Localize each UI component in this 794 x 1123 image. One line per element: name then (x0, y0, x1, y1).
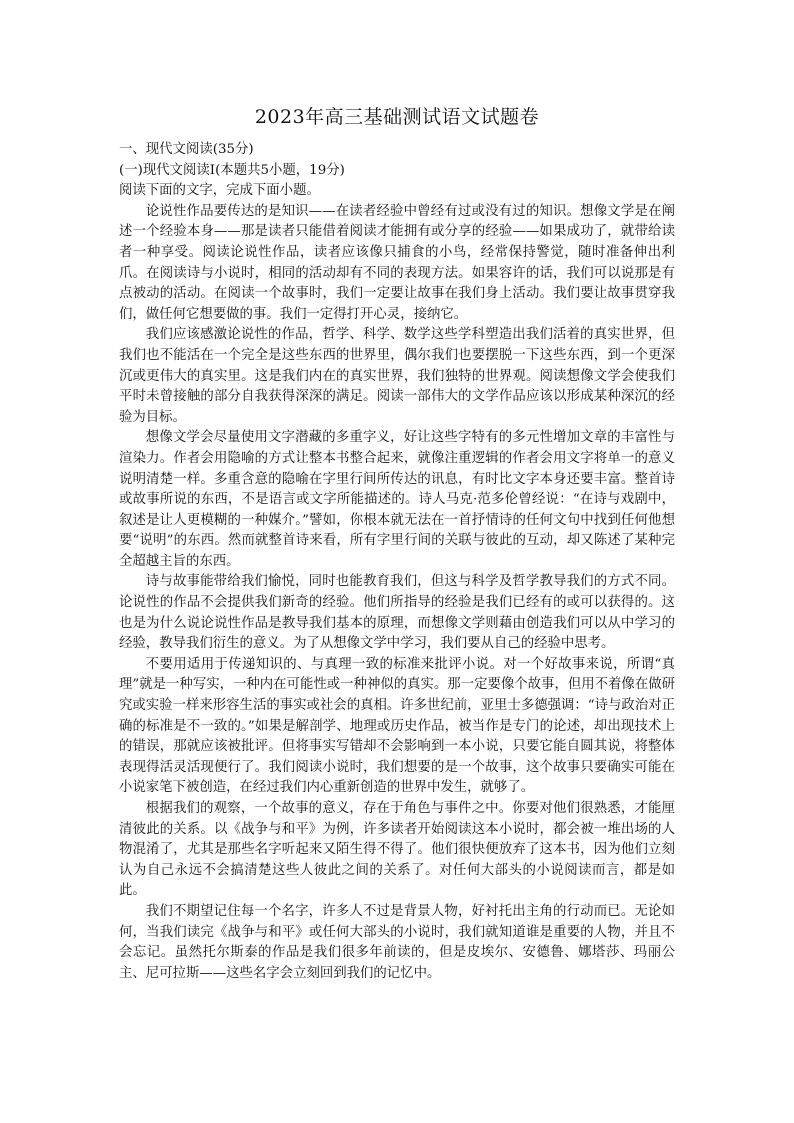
paragraph: 论说性作品要传达的是知识——在读者经验中曾经有过或没有过的知识。想像文学是在阐述一个经验本身——那是读者只能借着阅读才能拥有或分享的经验——如果成功了，就带给读者一种享受。阅读论说性作品，读者应该像只捕食的小鸟，经常保持警觉，随时准备伸出利爪。在阅读诗与小说时，相同的活动却有不同的表现方法。如果容许的话，我们可以说那是有点被动的活动。在阅读一个故事时，我们一定要让故事在我们身上活动。我们要让故事贯穿我们，做任何它想要做的事。我们一定得打开心灵，接纳它。 (119, 203, 675, 322)
page-title: 2023年高三基础测试语文试题卷 (254, 106, 540, 128)
paragraph: 诗与故事能带给我们愉悦，同时也能教育我们，但这与科学及哲学教导我们的方式不同。论说性的作品不会提供我们新奇的经验。他们所指导的经验是我们已经有的或可以获得的。这也是为什么说论说性作品是教导我们基本的原理，而想像文学则藉由创造我们可以从中学习的经验，教导我们衍生的意义。为了从想像文学中学习，我们要从自己的经验中思考。 (119, 574, 675, 652)
paragraph: 根据我们的观察，一个故事的意义，存在于角色与事件之中。你要对他们很熟悉，才能厘清彼此的关系。以《战争与和平》为例，许多读者开始阅读这本小说时，都会被一堆出场的人物混淆了，尤其是那些名字听起来又陌生得不得了。他们很快便放弃了这本书，因为他们立刻认为自己永远不会搞清楚这些人彼此之间的关系了。对任何大部头的小说阅读而言，都是如此。 (119, 801, 675, 899)
reading-instruction: 阅读下面的文字，完成下面小题。 (119, 183, 320, 199)
section-heading: 一、现代文阅读(35分) (119, 142, 254, 157)
paragraph: 想像文学会尽量使用文字潜藏的多重字义，好让这些字特有的多元性增加文章的丰富性与渲染力。作者会用隐喻的方式让整本书整合起来，就像注重逻辑的作者会用文字将单一的意义说明清楚一样。多重含意的隐喻在字里行间所传达的讯息，有时比文字本身还要丰富。整首诗或故事所说的东西，不是语言或文字所能描述的。诗人马克·范多伦曾经说：“在诗与戏剧中，叙述是让人更模糊的一种媒介。”譬如，你根本就无法在一首抒情诗的任何文句中找到任何他想要“说明”的东西。然而就整首诗来看，所有字里行间的关联与彼此的互动，却又陈述了某种完全超越主旨的东西。 (119, 430, 675, 569)
paragraph: 不要用适用于传递知识的、与真理一致的标准来批评小说。对一个好故事来说，所谓“真理”就是一种写实，一种内在可能性或一种神似的真实。那一定要像个故事，但用不着像在做研究或实验一样来形容生活的事实或社会的真相。许多世纪前，亚里士多德强调：“诗与政治对正确的标准是不一致的。”如果是解剖学、地理或历史作品，被当作是专门的论述，却出现技术上的错误，那就应该被批评。但将事实写错却不会影响到一本小说，只要它能自圆其说，将整体表现得活灵活现便行了。我们阅读小说时，我们想要的是一个故事，这个故事只要确实可能在小说家笔下被创造，在经过我们内心重新创造的世界中发生，就够了。 (119, 656, 675, 796)
document-body (119, 140, 675, 984)
subsection-heading: (一)现代文阅读Ⅰ(本题共5小题，19分) (119, 162, 345, 178)
paragraph: 我们不期望记住每一个名字，许多人不过是背景人物，好衬托出主角的行动而已。无论如何，当我们读完《战争与和平》或任何大部头的小说时，我们就知道谁是重要的人物，并且不会忘记。虽然托尔斯泰的作品是我们很多年前读的，但是皮埃尔、安德鲁、娜塔莎、玛丽公主、尼可拉斯——这些名字会立刻回到我们的记忆中。 (119, 903, 675, 981)
paragraph: 我们应该感激论说性的作品，哲学、科学、数学这些学科塑造出我们活着的真实世界，但我们也不能活在一个完全是这些东西的世界里，偶尔我们也要摆脱一下这些东西，到一个更深沉或更伟大的真实里。这是我们内在的真实世界，我们独特的世界观。阅读想像文学会使我们平时未曾接触的部分自我获得深深的满足。阅读一部伟大的文学作品应该以形成某种深沉的经验为目标。 (119, 327, 675, 425)
